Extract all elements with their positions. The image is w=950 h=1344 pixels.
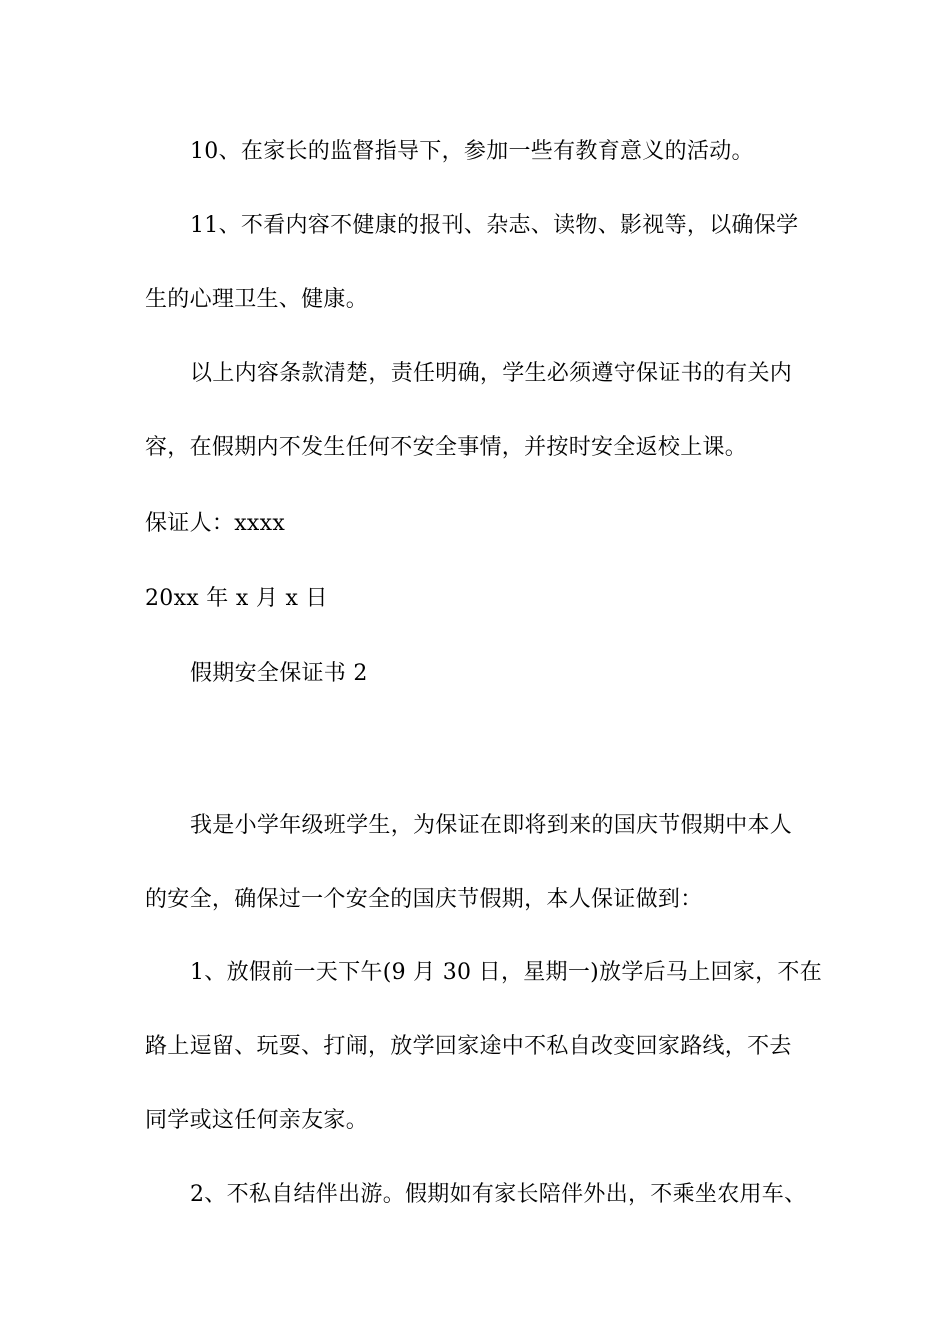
item-1-line-2: 路上逗留、玩耍、打闹，放学回家途中不私自改变回家路线，不去 (145, 1034, 792, 1059)
date-line: 20xx 年 x 月 x 日 (145, 586, 328, 611)
item-1-line-3: 同学或这任何亲友家。 (145, 1108, 369, 1133)
item-10-line: 10、在家长的监督指导下，参加一些有教育意义的活动。 (190, 139, 754, 164)
summary-line-1: 以上内容条款清楚，责任明确，学生必须遵守保证书的有关内 (190, 361, 793, 386)
section-title: 假期安全保证书 2 (190, 661, 368, 686)
item-1-line-1: 1、放假前一天下午(9 月 30 日，星期一)放学后马上回家，不在 (190, 960, 823, 985)
guarantor-line: 保证人：xxxx (145, 511, 286, 536)
summary-line-2: 容，在假期内不发生任何不安全事情，并按时安全返校上课。 (145, 435, 748, 460)
intro-line-2: 的安全，确保过一个安全的国庆节假期，本人保证做到： (145, 887, 703, 912)
intro-line-1: 我是小学年级班学生，为保证在即将到来的国庆节假期中本人 (190, 813, 793, 838)
item-11-line-1: 11、不看内容不健康的报刊、杂志、读物、影视等，以确保学 (190, 213, 799, 238)
item-2-line-1: 2、不私自结伴出游。假期如有家长陪伴外出，不乘坐农用车、 (190, 1182, 807, 1207)
item-11-line-2: 生的心理卫生、健康。 (145, 287, 369, 312)
